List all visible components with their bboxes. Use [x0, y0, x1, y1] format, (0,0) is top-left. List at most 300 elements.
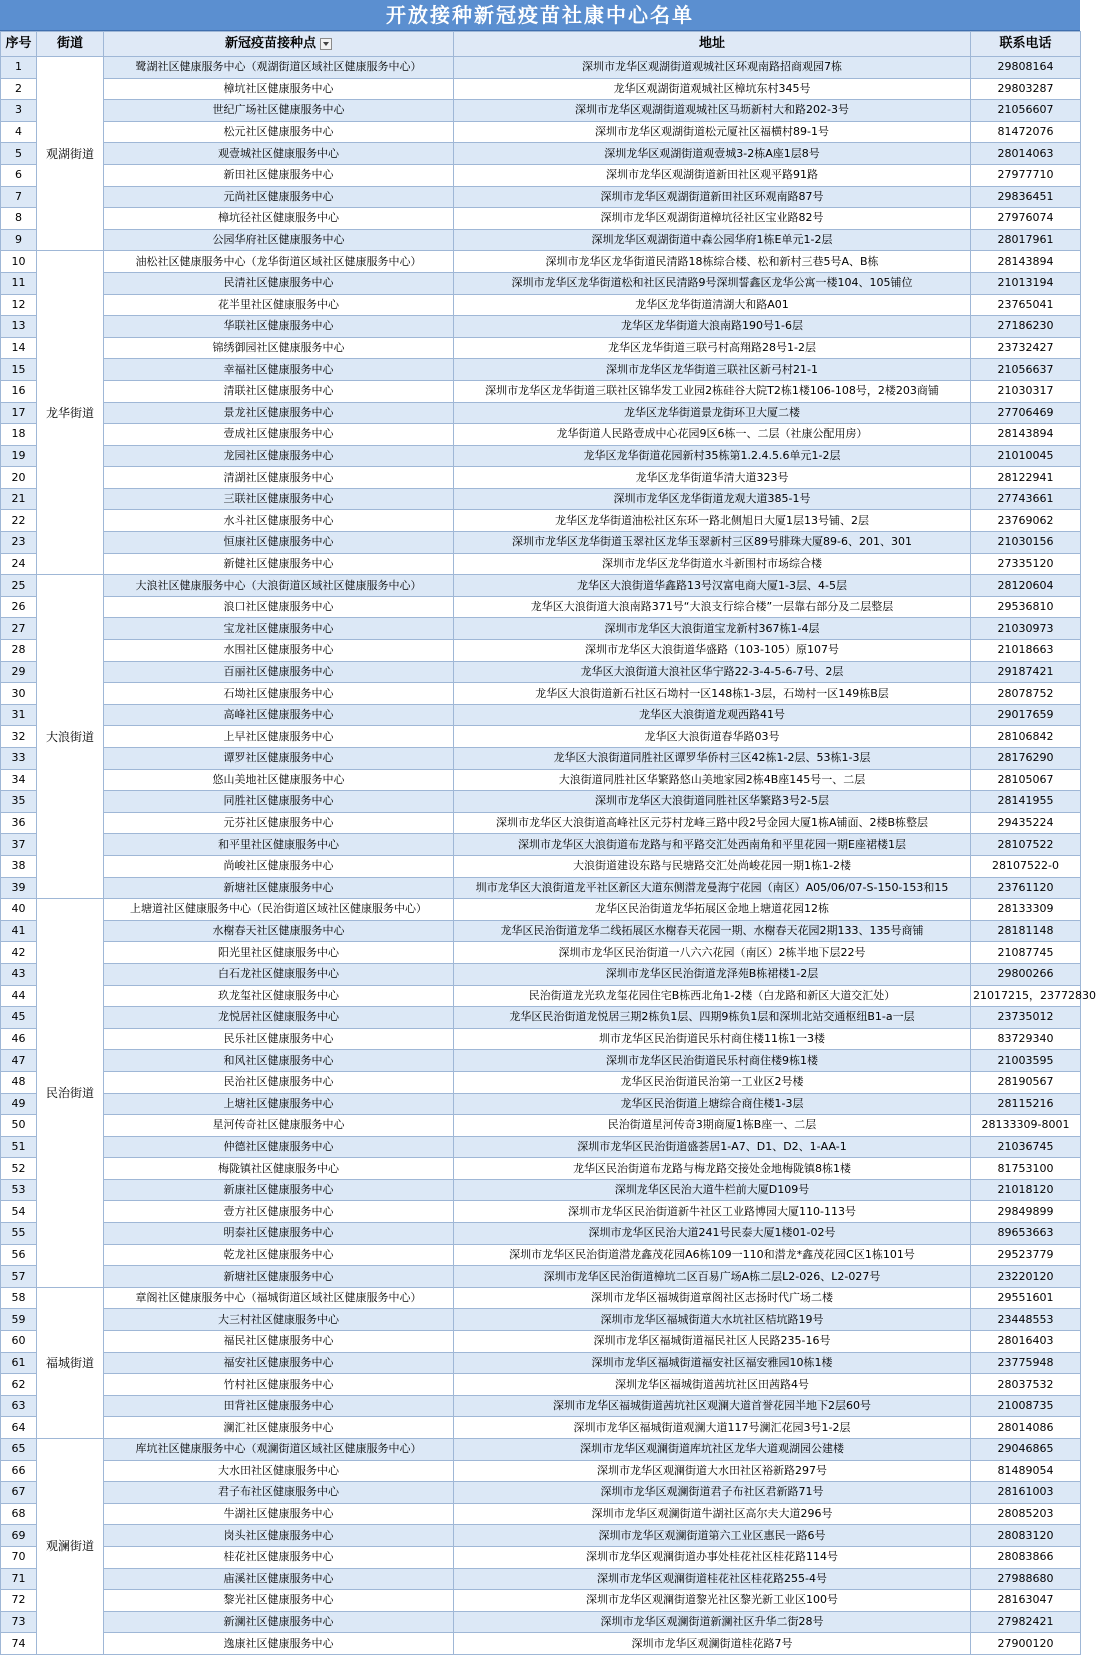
cell-no[interactable]: 2 [1, 78, 37, 100]
cell-site[interactable]: 梅陇镇社区健康服务中心 [104, 1158, 454, 1180]
cell-address[interactable]: 深圳市龙华区观湖街道樟坑径社区宝业路82号 [454, 208, 971, 230]
cell-address[interactable]: 深圳市龙华区龙华街道民清路18栋综合楼、松和新村三巷5号A、B栋 [454, 251, 971, 273]
cell-address[interactable]: 深圳市龙华区大浪街道布龙路与和平路交汇处西南角和平里花园一期E座裙楼1层 [454, 834, 971, 856]
cell-no[interactable]: 53 [1, 1179, 37, 1201]
cell-no[interactable]: 37 [1, 834, 37, 856]
cell-no[interactable]: 3 [1, 100, 37, 122]
cell-site[interactable]: 和风社区健康服务中心 [104, 1050, 454, 1072]
cell-address[interactable]: 龙华区龙华街道大浪南路190号1-6层 [454, 316, 971, 338]
cell-address[interactable]: 龙华区民治街道布龙路与梅龙路交接处金地梅陇镇8栋1楼 [454, 1158, 971, 1180]
cell-site[interactable]: 元尚社区健康服务中心 [104, 186, 454, 208]
cell-phone[interactable]: 21013194 [971, 272, 1081, 294]
cell-address[interactable]: 深圳市龙华区福城街道章阁社区志扬时代广场二楼 [454, 1287, 971, 1309]
cell-site[interactable]: 黎光社区健康服务中心 [104, 1590, 454, 1612]
cell-site[interactable]: 谭罗社区健康服务中心 [104, 748, 454, 770]
cell-no[interactable]: 17 [1, 402, 37, 424]
cell-no[interactable]: 21 [1, 488, 37, 510]
cell-street[interactable]: 观澜街道 [37, 1439, 104, 1655]
cell-phone[interactable]: 28107522-0 [971, 855, 1081, 877]
cell-address[interactable]: 深圳市龙华区大浪街道宝龙新村367栋1-4层 [454, 618, 971, 640]
cell-phone[interactable]: 89653663 [971, 1223, 1081, 1245]
cell-street[interactable]: 民治街道 [37, 899, 104, 1288]
cell-site[interactable]: 鹭湖社区健康服务中心（观湖街道区域社区健康服务中心） [104, 57, 454, 79]
cell-phone[interactable]: 28016403 [971, 1331, 1081, 1353]
cell-site[interactable]: 壹成社区健康服务中心 [104, 424, 454, 446]
cell-address[interactable]: 深圳市龙华区观澜街道桂花路7号 [454, 1633, 971, 1655]
cell-no[interactable]: 42 [1, 942, 37, 964]
cell-site[interactable]: 清联社区健康服务中心 [104, 380, 454, 402]
cell-no[interactable]: 33 [1, 748, 37, 770]
cell-phone[interactable]: 28120604 [971, 575, 1081, 597]
cell-address[interactable]: 深圳市龙华区民治街道新牛社区工业路博园大厦110-113号 [454, 1201, 971, 1223]
cell-address[interactable]: 龙华区大浪街道华鑫路13号汉富电商大厦1-3层、4-5层 [454, 575, 971, 597]
cell-no[interactable]: 38 [1, 855, 37, 877]
cell-address[interactable]: 龙华区民治街道龙悦居三期2栋负1层、四期9栋负1层和深圳北站交通枢纽B1-a一层 [454, 1007, 971, 1029]
cell-phone[interactable]: 81753100 [971, 1158, 1081, 1180]
cell-phone[interactable]: 21008735 [971, 1395, 1081, 1417]
cell-site[interactable]: 悠山美地社区健康服务中心 [104, 769, 454, 791]
cell-address[interactable]: 深圳市龙华区民治街道民乐村商住楼9栋1楼 [454, 1050, 971, 1072]
cell-phone[interactable]: 29551601 [971, 1287, 1081, 1309]
cell-address[interactable]: 深圳市龙华区观澜街道君子布社区君新路71号 [454, 1482, 971, 1504]
cell-site[interactable]: 新澜社区健康服务中心 [104, 1611, 454, 1633]
cell-address[interactable]: 龙华区大浪街道春华路03号 [454, 726, 971, 748]
cell-no[interactable]: 72 [1, 1590, 37, 1612]
cell-phone[interactable]: 21087745 [971, 942, 1081, 964]
cell-site[interactable]: 世纪广场社区健康服务中心 [104, 100, 454, 122]
cell-address[interactable]: 深圳龙华区观湖街道中森公园华府1栋E单元1-2层 [454, 229, 971, 251]
cell-address[interactable]: 深圳市龙华区民治街道潜龙鑫茂花园A6栋109一110和潜龙*鑫茂花园C区1栋101号 [454, 1244, 971, 1266]
cell-no[interactable]: 39 [1, 877, 37, 899]
cell-address[interactable]: 深圳市龙华区龙华街道水斗新围村市场综合楼 [454, 553, 971, 575]
cell-phone[interactable]: 28014063 [971, 143, 1081, 165]
cell-site[interactable]: 竹村社区健康服务中心 [104, 1374, 454, 1396]
cell-phone[interactable]: 28105067 [971, 769, 1081, 791]
cell-address[interactable]: 大浪街道同胜社区华繁路悠山美地家园2栋4B座145号一、二层 [454, 769, 971, 791]
cell-site[interactable]: 华联社区健康服务中心 [104, 316, 454, 338]
cell-site[interactable]: 壹方社区健康服务中心 [104, 1201, 454, 1223]
cell-phone[interactable]: 28143894 [971, 251, 1081, 273]
cell-phone[interactable]: 21030156 [971, 532, 1081, 554]
cell-no[interactable]: 34 [1, 769, 37, 791]
cell-street[interactable]: 龙华街道 [37, 251, 104, 575]
cell-site[interactable]: 大水田社区健康服务中心 [104, 1460, 454, 1482]
cell-address[interactable]: 龙华区龙华街道华清大道323号 [454, 467, 971, 489]
cell-site[interactable]: 清湖社区健康服务中心 [104, 467, 454, 489]
cell-site[interactable]: 元芬社区健康服务中心 [104, 812, 454, 834]
cell-phone[interactable]: 29803287 [971, 78, 1081, 100]
cell-address[interactable]: 深圳市龙华区福城街道茜坑社区观澜大道首誉花园半地下2层60号 [454, 1395, 971, 1417]
cell-no[interactable]: 43 [1, 963, 37, 985]
cell-address[interactable]: 深圳市龙华区福城街道福民社区人民路235-16号 [454, 1331, 971, 1353]
cell-phone[interactable]: 29435224 [971, 812, 1081, 834]
cell-address[interactable]: 深圳龙华区观湖街道观壹城3-2栋A座1层8号 [454, 143, 971, 165]
cell-site[interactable]: 大三村社区健康服务中心 [104, 1309, 454, 1331]
cell-no[interactable]: 50 [1, 1115, 37, 1137]
filter-dropdown-icon[interactable] [320, 38, 332, 50]
cell-address[interactable]: 深圳市龙华区观澜街道大水田社区裕新路297号 [454, 1460, 971, 1482]
cell-phone[interactable]: 28161003 [971, 1482, 1081, 1504]
cell-phone[interactable]: 29808164 [971, 57, 1081, 79]
cell-phone[interactable]: 27186230 [971, 316, 1081, 338]
cell-no[interactable]: 13 [1, 316, 37, 338]
cell-site[interactable]: 景龙社区健康服务中心 [104, 402, 454, 424]
cell-phone[interactable]: 28190567 [971, 1071, 1081, 1093]
cell-no[interactable]: 32 [1, 726, 37, 748]
cell-phone[interactable]: 27982421 [971, 1611, 1081, 1633]
cell-no[interactable]: 48 [1, 1071, 37, 1093]
cell-address[interactable]: 龙华区民治街道龙华二线拓展区水榭春天花园一期、水榭春天花园2期133、135号商铺 [454, 920, 971, 942]
cell-phone[interactable]: 21056607 [971, 100, 1081, 122]
cell-address[interactable]: 大浪街道建设东路与民塘路交汇处尚峻花园一期1栋1-2楼 [454, 855, 971, 877]
cell-no[interactable]: 27 [1, 618, 37, 640]
cell-no[interactable]: 47 [1, 1050, 37, 1072]
cell-site[interactable]: 民清社区健康服务中心 [104, 272, 454, 294]
cell-no[interactable]: 58 [1, 1287, 37, 1309]
cell-street[interactable]: 大浪街道 [37, 575, 104, 899]
cell-address[interactable]: 深圳市龙华区民治街道一八六六花园（南区）2栋半地下层22号 [454, 942, 971, 964]
cell-phone[interactable]: 23735012 [971, 1007, 1081, 1029]
cell-no[interactable]: 56 [1, 1244, 37, 1266]
cell-no[interactable]: 10 [1, 251, 37, 273]
cell-phone[interactable]: 27900120 [971, 1633, 1081, 1655]
cell-site[interactable]: 上早社区健康服务中心 [104, 726, 454, 748]
cell-phone[interactable]: 29849899 [971, 1201, 1081, 1223]
cell-site[interactable]: 高峰社区健康服务中心 [104, 704, 454, 726]
cell-address[interactable]: 龙华区龙华街道清湖大和路A01 [454, 294, 971, 316]
cell-address[interactable]: 龙华区龙华街道油松社区东环一路北侧旭日大厦1层13号铺、2层 [454, 510, 971, 532]
cell-phone[interactable]: 28014086 [971, 1417, 1081, 1439]
cell-address[interactable]: 圳市龙华区民治街道民乐村商住楼11栋1一3楼 [454, 1028, 971, 1050]
cell-address[interactable]: 深圳市龙华区民治街道龙泽苑B栋裙楼1-2层 [454, 963, 971, 985]
cell-no[interactable]: 46 [1, 1028, 37, 1050]
cell-no[interactable]: 64 [1, 1417, 37, 1439]
cell-no[interactable]: 66 [1, 1460, 37, 1482]
cell-site[interactable]: 同胜社区健康服务中心 [104, 791, 454, 813]
cell-address[interactable]: 龙华区大浪街道大浪南路371号“大浪支行综合楼”一层靠右部分及二层整层 [454, 596, 971, 618]
cell-site[interactable]: 上塘社区健康服务中心 [104, 1093, 454, 1115]
cell-site[interactable]: 尚峻社区健康服务中心 [104, 855, 454, 877]
cell-phone[interactable]: 23765041 [971, 294, 1081, 316]
cell-no[interactable]: 52 [1, 1158, 37, 1180]
cell-site[interactable]: 宝龙社区健康服务中心 [104, 618, 454, 640]
cell-address[interactable]: 龙华街道人民路壹成中心花园9区6栋一、二层（社康公配用房） [454, 424, 971, 446]
cell-site[interactable]: 浪口社区健康服务中心 [104, 596, 454, 618]
cell-phone[interactable]: 23732427 [971, 337, 1081, 359]
cell-site[interactable]: 民治社区健康服务中心 [104, 1071, 454, 1093]
cell-address[interactable]: 深圳市龙华区观澜街道第六工业区惠民一路6号 [454, 1525, 971, 1547]
cell-phone[interactable]: 21017215，23772830 [971, 985, 1081, 1007]
cell-site[interactable]: 锦绣御园社区健康服务中心 [104, 337, 454, 359]
cell-site[interactable]: 福民社区健康服务中心 [104, 1331, 454, 1353]
cell-no[interactable]: 9 [1, 229, 37, 251]
cell-no[interactable]: 73 [1, 1611, 37, 1633]
cell-phone[interactable]: 81489054 [971, 1460, 1081, 1482]
cell-no[interactable]: 40 [1, 899, 37, 921]
cell-phone[interactable]: 21030317 [971, 380, 1081, 402]
cell-address[interactable]: 深圳市龙华区观湖街道新田社区环观南路87号 [454, 186, 971, 208]
cell-site[interactable]: 和平里社区健康服务中心 [104, 834, 454, 856]
cell-address[interactable]: 民治街道星河传奇3期商厦1栋B座一、二层 [454, 1115, 971, 1137]
cell-phone[interactable]: 28085203 [971, 1503, 1081, 1525]
cell-phone[interactable]: 28176290 [971, 748, 1081, 770]
cell-address[interactable]: 龙华区大浪街道龙观西路41号 [454, 704, 971, 726]
cell-site[interactable]: 库坑社区健康服务中心（观澜街道区域社区健康服务中心） [104, 1439, 454, 1461]
cell-address[interactable]: 龙华区大浪街道大浪社区华宁路22-3-4-5-6-7号、2层 [454, 661, 971, 683]
cell-address[interactable]: 深圳市龙华区福城街道观澜大道117号澜汇花园3号1-2层 [454, 1417, 971, 1439]
cell-no[interactable]: 51 [1, 1136, 37, 1158]
cell-no[interactable]: 67 [1, 1482, 37, 1504]
cell-address[interactable]: 深圳市龙华区龙华街道三联社区锦华发工业园2栋硅谷大院T2栋1楼106-108号，2楼203商铺 [454, 380, 971, 402]
cell-site[interactable]: 白石龙社区健康服务中心 [104, 963, 454, 985]
cell-no[interactable]: 22 [1, 510, 37, 532]
cell-phone[interactable]: 28083120 [971, 1525, 1081, 1547]
cell-phone[interactable]: 27335120 [971, 553, 1081, 575]
cell-address[interactable]: 龙华区大浪街道同胜社区谭罗华侨村三区42栋1-2层、53栋1-3层 [454, 748, 971, 770]
cell-site[interactable]: 油松社区健康服务中心（龙华街道区域社区健康服务中心） [104, 251, 454, 273]
cell-phone[interactable]: 28106842 [971, 726, 1081, 748]
cell-phone[interactable]: 28133309-8001 [971, 1115, 1081, 1137]
cell-phone[interactable]: 27743661 [971, 488, 1081, 510]
cell-site[interactable]: 幸福社区健康服务中心 [104, 359, 454, 381]
cell-address[interactable]: 深圳市龙华区观澜街道新澜社区升华二街28号 [454, 1611, 971, 1633]
cell-no[interactable]: 57 [1, 1266, 37, 1288]
cell-site[interactable]: 花半里社区健康服务中心 [104, 294, 454, 316]
cell-no[interactable]: 31 [1, 704, 37, 726]
cell-site[interactable]: 君子布社区健康服务中心 [104, 1482, 454, 1504]
cell-phone[interactable]: 29017659 [971, 704, 1081, 726]
cell-address[interactable]: 龙华区民治街道龙华拓展区金地上塘道花园12栋 [454, 899, 971, 921]
cell-no[interactable]: 18 [1, 424, 37, 446]
cell-phone[interactable]: 23769062 [971, 510, 1081, 532]
cell-site[interactable]: 三联社区健康服务中心 [104, 488, 454, 510]
cell-no[interactable]: 36 [1, 812, 37, 834]
cell-no[interactable]: 45 [1, 1007, 37, 1029]
cell-address[interactable]: 深圳市龙华区民治街道樟坑二区百易广场A栋二层L2-026、L2-027号 [454, 1266, 971, 1288]
cell-site[interactable]: 庙溪社区健康服务中心 [104, 1568, 454, 1590]
cell-address[interactable]: 深圳市龙华区大浪街道高峰社区元芬村龙峰三路中段2号金园大厦1栋A铺面、2楼B栋整层 [454, 812, 971, 834]
cell-site[interactable]: 章阁社区健康服务中心（福城街道区域社区健康服务中心） [104, 1287, 454, 1309]
cell-phone[interactable]: 28107522 [971, 834, 1081, 856]
cell-phone[interactable]: 21018120 [971, 1179, 1081, 1201]
cell-no[interactable]: 14 [1, 337, 37, 359]
cell-no[interactable]: 65 [1, 1439, 37, 1461]
cell-phone[interactable]: 28083866 [971, 1546, 1081, 1568]
cell-phone[interactable]: 23220120 [971, 1266, 1081, 1288]
cell-no[interactable]: 23 [1, 532, 37, 554]
cell-phone[interactable]: 21030973 [971, 618, 1081, 640]
cell-address[interactable]: 龙华区龙华街道三联弓村高翔路28号1-2层 [454, 337, 971, 359]
cell-site[interactable]: 新健社区健康服务中心 [104, 553, 454, 575]
cell-site[interactable]: 明泰社区健康服务中心 [104, 1223, 454, 1245]
cell-no[interactable]: 4 [1, 121, 37, 143]
cell-phone[interactable]: 28133309 [971, 899, 1081, 921]
cell-phone[interactable]: 28037532 [971, 1374, 1081, 1396]
cell-site[interactable]: 水围社区健康服务中心 [104, 640, 454, 662]
cell-phone[interactable]: 23761120 [971, 877, 1081, 899]
cell-address[interactable]: 深圳市龙华区民治大道241号民泰大厦1楼01-02号 [454, 1223, 971, 1245]
cell-site[interactable]: 大浪社区健康服务中心（大浪街道区域社区健康服务中心） [104, 575, 454, 597]
cell-no[interactable]: 8 [1, 208, 37, 230]
cell-no[interactable]: 5 [1, 143, 37, 165]
cell-no[interactable]: 68 [1, 1503, 37, 1525]
cell-no[interactable]: 61 [1, 1352, 37, 1374]
cell-site[interactable]: 百丽社区健康服务中心 [104, 661, 454, 683]
cell-address[interactable]: 深圳龙华区民治大道牛栏前大厦D109号 [454, 1179, 971, 1201]
cell-phone[interactable]: 81472076 [971, 121, 1081, 143]
cell-phone[interactable]: 83729340 [971, 1028, 1081, 1050]
cell-site[interactable]: 公园华府社区健康服务中心 [104, 229, 454, 251]
cell-phone[interactable]: 28163047 [971, 1590, 1081, 1612]
cell-no[interactable]: 74 [1, 1633, 37, 1655]
cell-phone[interactable]: 28017961 [971, 229, 1081, 251]
cell-address[interactable]: 深圳市龙华区民治街道盛荟居1-A7、D1、D2、1-AA-1 [454, 1136, 971, 1158]
cell-site[interactable]: 民乐社区健康服务中心 [104, 1028, 454, 1050]
cell-no[interactable]: 49 [1, 1093, 37, 1115]
cell-phone[interactable]: 28115216 [971, 1093, 1081, 1115]
cell-address[interactable]: 深圳市龙华区观澜街道牛湖社区高尔夫大道296号 [454, 1503, 971, 1525]
cell-site[interactable]: 龙园社区健康服务中心 [104, 445, 454, 467]
cell-no[interactable]: 1 [1, 57, 37, 79]
cell-no[interactable]: 69 [1, 1525, 37, 1547]
cell-phone[interactable]: 29046865 [971, 1439, 1081, 1461]
cell-site[interactable]: 澜汇社区健康服务中心 [104, 1417, 454, 1439]
cell-no[interactable]: 70 [1, 1546, 37, 1568]
cell-site[interactable]: 樟坑社区健康服务中心 [104, 78, 454, 100]
cell-address[interactable]: 圳市龙华区大浪街道龙平社区新区大道东侧潜龙曼海宁花园（南区）A05/06/07-S-150-153和15 [454, 877, 971, 899]
cell-site[interactable]: 星河传奇社区健康服务中心 [104, 1115, 454, 1137]
cell-site[interactable]: 阳光里社区健康服务中心 [104, 942, 454, 964]
cell-phone[interactable]: 28143894 [971, 424, 1081, 446]
cell-phone[interactable]: 28181148 [971, 920, 1081, 942]
cell-address[interactable]: 深圳市龙华区龙华街道龙观大道385-1号 [454, 488, 971, 510]
cell-no[interactable]: 29 [1, 661, 37, 683]
cell-phone[interactable]: 29187421 [971, 661, 1081, 683]
cell-address[interactable]: 深圳市龙华区福城街道福安社区福安雅园10栋1楼 [454, 1352, 971, 1374]
cell-site[interactable]: 上塘道社区健康服务中心（民治街道区域社区健康服务中心） [104, 899, 454, 921]
cell-no[interactable]: 19 [1, 445, 37, 467]
cell-no[interactable]: 25 [1, 575, 37, 597]
cell-phone[interactable]: 29800266 [971, 963, 1081, 985]
cell-phone[interactable]: 29536810 [971, 596, 1081, 618]
cell-address[interactable]: 深圳市龙华区龙华街道玉翠社区龙华玉翠新村三区89号腓珠大厦89-6、201、301 [454, 532, 971, 554]
cell-no[interactable]: 41 [1, 920, 37, 942]
cell-address[interactable]: 深圳市龙华区观澜街道库坑社区龙华大道观湖园公建楼 [454, 1439, 971, 1461]
cell-address[interactable]: 深圳市龙华区观澜街道办事处桂花社区桂花路114号 [454, 1546, 971, 1568]
cell-address[interactable]: 深圳市龙华区龙华街道松和社区民清路9号深圳誓鑫区龙华公寓一楼104、105铺位 [454, 272, 971, 294]
cell-no[interactable]: 63 [1, 1395, 37, 1417]
cell-no[interactable]: 15 [1, 359, 37, 381]
cell-site[interactable]: 新塘社区健康服务中心 [104, 1266, 454, 1288]
cell-no[interactable]: 71 [1, 1568, 37, 1590]
cell-address[interactable]: 深圳市龙华区观澜街道桂花社区桂花路255-4号 [454, 1568, 971, 1590]
cell-site[interactable]: 岗头社区健康服务中心 [104, 1525, 454, 1547]
cell-site[interactable]: 石坳社区健康服务中心 [104, 683, 454, 705]
cell-phone[interactable]: 21010045 [971, 445, 1081, 467]
cell-no[interactable]: 60 [1, 1331, 37, 1353]
cell-phone[interactable]: 28078752 [971, 683, 1081, 705]
cell-no[interactable]: 62 [1, 1374, 37, 1396]
cell-address[interactable]: 深圳市龙华区福城街道大水坑社区桔坑路19号 [454, 1309, 971, 1331]
cell-site[interactable]: 水斗社区健康服务中心 [104, 510, 454, 532]
cell-address[interactable]: 龙华区民治街道民治第一工业区2号楼 [454, 1071, 971, 1093]
cell-site[interactable]: 玖龙玺社区健康服务中心 [104, 985, 454, 1007]
cell-no[interactable]: 54 [1, 1201, 37, 1223]
cell-no[interactable]: 7 [1, 186, 37, 208]
cell-no[interactable]: 16 [1, 380, 37, 402]
cell-phone[interactable]: 23448553 [971, 1309, 1081, 1331]
cell-site[interactable]: 仲德社区健康服务中心 [104, 1136, 454, 1158]
cell-no[interactable]: 11 [1, 272, 37, 294]
cell-phone[interactable]: 21018663 [971, 640, 1081, 662]
cell-address[interactable]: 深圳龙华区福城街道茜坑社区田茜路4号 [454, 1374, 971, 1396]
cell-phone[interactable]: 27976074 [971, 208, 1081, 230]
cell-no[interactable]: 12 [1, 294, 37, 316]
cell-site[interactable]: 樟坑径社区健康服务中心 [104, 208, 454, 230]
cell-address[interactable]: 深圳市龙华区大浪街道同胜社区华繁路3号2-5层 [454, 791, 971, 813]
cell-site[interactable]: 新塘社区健康服务中心 [104, 877, 454, 899]
cell-address[interactable]: 深圳市龙华区龙华街道三联社区新弓村21-1 [454, 359, 971, 381]
cell-no[interactable]: 20 [1, 467, 37, 489]
cell-no[interactable]: 59 [1, 1309, 37, 1331]
cell-no[interactable]: 28 [1, 640, 37, 662]
cell-address[interactable]: 深圳市龙华区观澜街道黎光社区黎光新工业区100号 [454, 1590, 971, 1612]
cell-address[interactable]: 深圳市龙华区观湖街道观城社区环观南路招商观园7栋 [454, 57, 971, 79]
cell-no[interactable]: 35 [1, 791, 37, 813]
cell-no[interactable]: 44 [1, 985, 37, 1007]
cell-site[interactable]: 福安社区健康服务中心 [104, 1352, 454, 1374]
cell-address[interactable]: 深圳市龙华区观湖街道观城社区马坜新村大和路202-3号 [454, 100, 971, 122]
cell-site[interactable]: 桂花社区健康服务中心 [104, 1546, 454, 1568]
cell-no[interactable]: 26 [1, 596, 37, 618]
cell-site[interactable]: 观壹城社区健康服务中心 [104, 143, 454, 165]
cell-phone[interactable]: 29523779 [971, 1244, 1081, 1266]
cell-no[interactable]: 24 [1, 553, 37, 575]
cell-phone[interactable]: 29836451 [971, 186, 1081, 208]
cell-street[interactable]: 福城街道 [37, 1287, 104, 1438]
cell-phone[interactable]: 21056637 [971, 359, 1081, 381]
cell-site[interactable]: 龙悦居社区健康服务中心 [104, 1007, 454, 1029]
cell-phone[interactable]: 27706469 [971, 402, 1081, 424]
cell-site[interactable]: 新田社区健康服务中心 [104, 164, 454, 186]
cell-address[interactable]: 龙华区观湖街道观城社区樟坑东村345号 [454, 78, 971, 100]
cell-site[interactable]: 乾龙社区健康服务中心 [104, 1244, 454, 1266]
cell-no[interactable]: 55 [1, 1223, 37, 1245]
cell-address[interactable]: 龙华区龙华街道景龙街环卫大厦二楼 [454, 402, 971, 424]
cell-site[interactable]: 田背社区健康服务中心 [104, 1395, 454, 1417]
cell-site[interactable]: 水榭春天社区健康服务中心 [104, 920, 454, 942]
cell-phone[interactable]: 23775948 [971, 1352, 1081, 1374]
cell-site[interactable]: 牛湖社区健康服务中心 [104, 1503, 454, 1525]
cell-site[interactable]: 逸康社区健康服务中心 [104, 1633, 454, 1655]
cell-site[interactable]: 松元社区健康服务中心 [104, 121, 454, 143]
cell-address[interactable]: 龙华区大浪街道新石社区石坳村一区148栋1-3层，石坳村一区149栋B层 [454, 683, 971, 705]
cell-address[interactable]: 龙华区民治街道上塘综合商住楼1-3层 [454, 1093, 971, 1115]
cell-address[interactable]: 民治街道龙光玖龙玺花园住宅B栋西北角1-2楼（白龙路和新区大道交汇处） [454, 985, 971, 1007]
cell-phone[interactable]: 27988680 [971, 1568, 1081, 1590]
cell-phone[interactable]: 21036745 [971, 1136, 1081, 1158]
cell-phone[interactable]: 21003595 [971, 1050, 1081, 1072]
cell-address[interactable]: 深圳市龙华区观湖街道松元厦社区福横村89-1号 [454, 121, 971, 143]
cell-phone[interactable]: 28141955 [971, 791, 1081, 813]
cell-address[interactable]: 龙华区龙华街道花园新村35栋第1.2.4.5.6单元1-2层 [454, 445, 971, 467]
cell-site[interactable]: 恒康社区健康服务中心 [104, 532, 454, 554]
cell-no[interactable]: 30 [1, 683, 37, 705]
cell-street[interactable]: 观湖街道 [37, 57, 104, 251]
cell-site[interactable]: 新康社区健康服务中心 [104, 1179, 454, 1201]
cell-address[interactable]: 深圳市龙华区观湖街道新田社区观平路91路 [454, 164, 971, 186]
cell-phone[interactable]: 27977710 [971, 164, 1081, 186]
